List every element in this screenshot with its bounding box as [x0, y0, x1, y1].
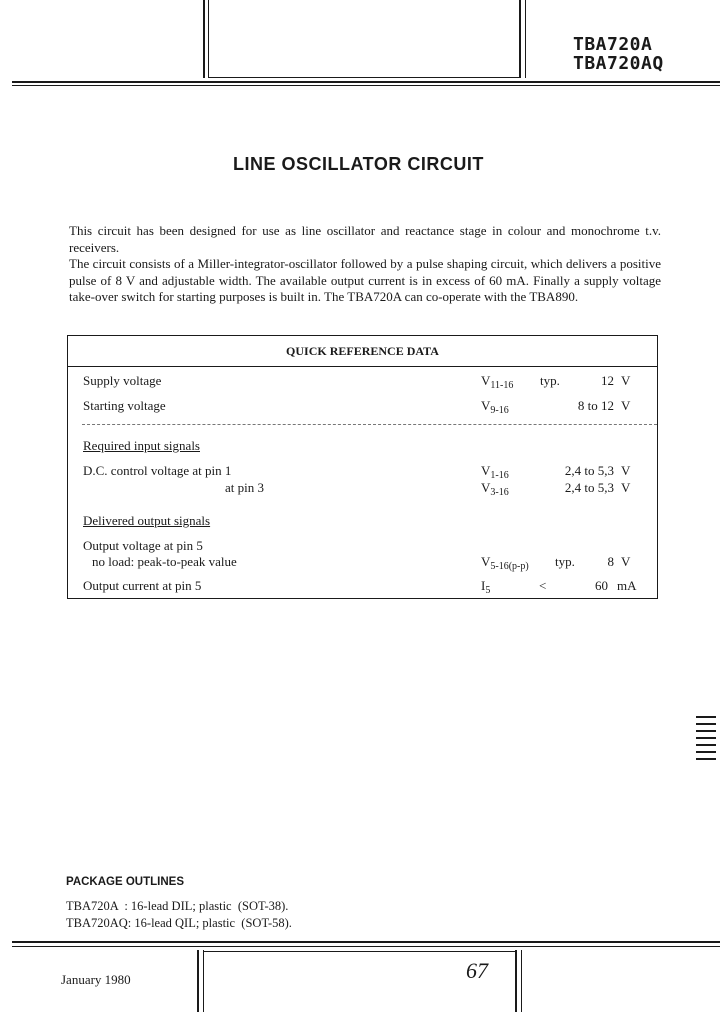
qrd-title: QUICK REFERENCE DATA — [286, 344, 439, 358]
margin-mark — [696, 723, 716, 725]
margin-mark — [696, 758, 716, 760]
header-vline-1 — [203, 0, 205, 78]
output-current-label: Output current at pin 5 — [83, 578, 202, 593]
output-voltage-qualifier: typ. — [555, 554, 575, 569]
output-current-value: 60 — [595, 578, 608, 593]
output-voltage-value: 8 — [607, 554, 614, 569]
starting-voltage-label: Starting voltage — [83, 398, 166, 413]
intro-text — [69, 223, 661, 306]
output-current-qualifier: < — [539, 578, 547, 593]
output-voltage-label: Output voltage at pin 5 — [83, 538, 203, 553]
type-code-2: TBA720AQ — [573, 53, 664, 74]
footer-vline-1 — [197, 950, 199, 1012]
output-current-unit: mA — [617, 578, 637, 593]
dc-control-symbol-pin3: $V_{3-16}$ — [481, 480, 509, 498]
margin-mark — [696, 737, 716, 739]
starting-voltage-unit: V — [621, 398, 631, 413]
dc-control-value-pin1: 2,4 to 5,3 — [564, 463, 614, 478]
delivered-outputs-heading: Delivered output signals — [83, 513, 211, 528]
type-code-1: TBA720A — [573, 34, 653, 55]
package-line-2: TBA720AQ: 16-lead QIL; plastic (SOT-58). — [66, 916, 292, 930]
output-current-symbol: $I_5$ — [481, 578, 491, 596]
dc-control-unit-pin1: V — [621, 463, 631, 478]
dc-control-label: D.C. control voltage at pin 1 — [83, 463, 232, 478]
header-rule-2 — [12, 85, 720, 86]
dashed-separator — [82, 424, 657, 425]
dc-control-label-pin3: at pin 3 — [225, 480, 264, 495]
output-voltage-symbol: $V_{5-16(p-p)}$ — [481, 554, 529, 572]
header-vline-2 — [208, 0, 209, 78]
header-vline-4 — [525, 0, 526, 78]
margin-mark — [696, 716, 716, 718]
footer-rule-2 — [12, 946, 720, 947]
footer-rule-1 — [12, 941, 720, 943]
footer-vline-2 — [203, 950, 204, 1012]
supply-voltage-label: Supply voltage — [83, 373, 162, 388]
package-heading: PACKAGE OUTLINES — [66, 876, 184, 888]
footer-date: January 1980 — [61, 972, 131, 987]
margin-mark — [696, 751, 716, 753]
footer-hline-inner — [204, 951, 515, 952]
footer-vline-4 — [521, 950, 522, 1012]
dc-control-symbol-pin1: $V_{1-16}$ — [481, 463, 509, 481]
supply-voltage-qualifier: typ. — [540, 373, 560, 388]
output-voltage-unit: V — [621, 554, 631, 569]
dc-control-value-pin3: 2,4 to 5,3 — [564, 480, 614, 495]
package-line-1: TBA720A : 16-lead DIL; plastic (SOT-38). — [66, 899, 289, 913]
output-voltage-label-2: no load: peak-to-peak value — [92, 554, 237, 569]
header-vline-3 — [519, 0, 521, 78]
supply-voltage-value: 12 — [601, 373, 614, 388]
intro-paragraph-2: The circuit consists of a Miller-integrator-oscillator followed by a pulse shaping circuit, which delivers a positive pulse of 8 V and adjustable width. The available output current is in excess of 60 mA. Finally a supply voltage take-over switch for starting purposes is built in. The TBA720A can co-operate with the TBA890. — [69, 256, 661, 304]
supply-voltage-unit: V — [621, 373, 631, 388]
footer-page-mark: 67 — [466, 958, 488, 983]
margin-mark — [696, 730, 716, 732]
required-inputs-heading: Required input signals — [83, 438, 200, 453]
header-hline-top — [209, 77, 520, 78]
starting-voltage-value: 8 to 12 — [577, 398, 614, 413]
qrd-title-divider — [68, 366, 657, 367]
margin-mark — [696, 744, 716, 746]
supply-voltage-symbol: $V_{11-16}$ — [481, 373, 514, 391]
dc-control-unit-pin3: V — [621, 480, 631, 495]
header-rule-1 — [12, 81, 720, 83]
intro-paragraph-1: This circuit has been designed for use as line oscillator and reactance stage in colour and monochrome t.v. receivers. — [69, 223, 661, 255]
page-title: LINE OSCILLATOR CIRCUIT — [233, 154, 484, 174]
quick-reference-box — [67, 335, 658, 599]
starting-voltage-symbol: $V_{9-16}$ — [481, 398, 509, 416]
footer-vline-3 — [515, 950, 517, 1012]
